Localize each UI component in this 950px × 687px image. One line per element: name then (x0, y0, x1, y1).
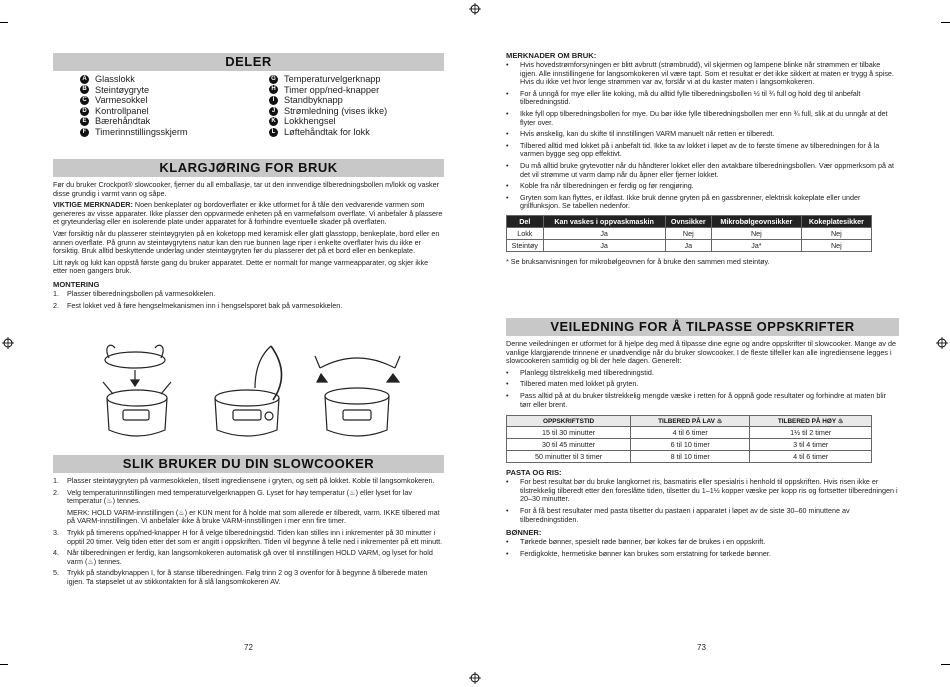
part-item (80, 85, 255, 96)
bullet-text: Koble fra når tilberedningen er ferdig og før rengjøring. (520, 181, 694, 191)
list-item (506, 392, 899, 409)
table-cell: 4 til 6 timer (750, 451, 872, 463)
bullet-text: Planlegg tilstrekkelig med tilberedningstid. (520, 367, 654, 377)
table-cell: Ja* (712, 239, 802, 251)
montering-list (53, 290, 444, 310)
part-badge: E (80, 117, 89, 126)
part-badge: F (80, 128, 89, 137)
bullet-text: Pass alltid på at du bruker tilstrekkelig mengde væske i retten for å oppnå gode resultater og forhindre at maten blir tørr eller brent. (520, 390, 886, 409)
bullet-icon: • (506, 160, 509, 170)
montering-heading: MONTERING (53, 279, 100, 289)
step-text: Trykk på standbyknappen I, for å stanse tilberedningen. Følg trinn 2 og 3 ovenfor for å begynne å tilberede maten igjen. Ta støpselet ut av stikkontakten for å slå langsomkokeren AV. (67, 568, 428, 586)
part-item (80, 127, 255, 138)
bullet-text: Hvis ønskelig, kan du skifte til innstillingen VARM manuelt når retten er tilberedt. (520, 129, 775, 139)
list-item (506, 162, 899, 179)
part-badge: I (269, 96, 278, 105)
step-number: 2. (53, 487, 59, 497)
bullet-text: Tilbered alltid med lokket på i anbefalt tid. Ikke ta av lokket i løpet av de to første timene av tilberedningen for å la varmen bygge seg opp effektivt. (520, 140, 880, 159)
part-item (80, 116, 255, 127)
table-cell: Ja (543, 227, 665, 239)
table-row (507, 227, 872, 239)
right-page (475, 0, 950, 687)
table-row (507, 427, 872, 439)
list-item (506, 90, 899, 107)
bullet-text: Hvis hovedstrømforsyningen er blitt avbrutt (strømbrudd), vil skjermen og lampene blinke når strømmen er tilbake igjen. Alle innstillingene for langsomkokeren vil være tapt. Som et resultat er det ikke sikkert at maten er trygg å spise. Hvis du ikke vet hvor lenge strømmen var av, forslår vi at du kaster maten i langsomkokeren. (520, 60, 894, 87)
table-cell: Nej (801, 239, 871, 251)
table-row (507, 451, 872, 463)
list-item (53, 477, 444, 486)
bullet-text: For å få best resultater med pasta tilsetter du pastaen i apparatet i løpet av de siste 30–60 minuttene av tilberedningstiden. (520, 505, 850, 524)
part-badge: J (269, 107, 278, 116)
prep-paragraph-2 (53, 201, 444, 227)
list-item (53, 529, 444, 546)
table-footnote: * Se bruksanvisningen for mikrobølgeovnen for å bruke den sammen med steintøy. (506, 256, 770, 266)
table-header: Mikrobølgeovnsikker (712, 215, 802, 227)
list-item (506, 550, 899, 559)
list-item (506, 507, 899, 524)
part-item (269, 116, 444, 127)
table-cell: Steintøy (507, 239, 544, 251)
bullet-icon: • (506, 181, 509, 191)
list-item (506, 61, 899, 87)
part-badge: D (80, 107, 89, 116)
part-badge: L (269, 128, 278, 137)
usage-heading: SLIK BRUKER DU DIN SLOWCOOKER (53, 455, 444, 473)
bullet-icon: • (506, 548, 509, 558)
bullet-text: Gryten som kan flyttes, er ildfast. Ikke bruk denne gryten på en gassbrenner, elektrisk kokeplate eller under grillfunksjon. Se tabellen nedenfor. (520, 192, 861, 211)
guide-list (506, 369, 899, 409)
step-number: 3. (53, 527, 59, 537)
parts-list (53, 74, 444, 138)
bullet-text: Tørkede bønner, spesielt røde bønner, bør kokes før de brukes i en oppskrift. (520, 537, 766, 547)
step-text: Trykk på timerens opp/ned-knapper H for å velge tilberedningstid. Tiden kan stilles inn i inkrementer på 30 minutter i opptil 20 timer. Velg tiden etter det som er angitt i oppskriften. Tiden vil begynne å telle ned i inkrementer på ett minutt. (67, 527, 443, 546)
bullet-icon: • (506, 379, 509, 389)
step-text: MERK: HOLD VARM-innstillingen (♨) er KUN ment for å holde mat som allerede er tilberedt, varm. IKKE tilbered mat på VARM-innstillingen. Vi anbefaler ikke å bruke VARM-innstillingen i mer enn fire timer. (67, 507, 440, 526)
part-badge: B (80, 85, 89, 94)
table-row (507, 439, 872, 451)
step-number: 2. (53, 300, 59, 310)
part-badge: H (269, 85, 278, 94)
part-label: Løftehåndtak for lokk (284, 126, 370, 137)
table-cell: 6 til 10 timer (631, 439, 750, 451)
beans-list (506, 538, 899, 558)
table-cell: 4 til 6 timer (631, 427, 750, 439)
part-label: Kontrollpanel (95, 105, 149, 116)
table-cell: 15 til 30 minutter (507, 427, 631, 439)
part-label: Timer opp/ned-knapper (284, 84, 380, 95)
table-cell: Ja (543, 239, 665, 251)
part-item (80, 74, 255, 85)
part-badge: K (269, 117, 278, 126)
part-badge: G (269, 75, 278, 84)
bullet-text: For å unngå for mye eller lite koking, må du alltid fylle tilberedningsbollen ½ til ¾ full og hold deg til anbefalt tilberedningstid. (520, 88, 861, 107)
bullet-text: Tilbered maten med lokket på gryten. (520, 379, 639, 389)
pot-lowering-figure (103, 345, 171, 436)
bullet-icon: • (506, 367, 509, 377)
list-item (506, 110, 899, 127)
table-header: Kokeplatesikker (801, 215, 871, 227)
prep-paragraph-4: Litt røyk og lukt kan oppstå første gang du bruker apparatet. Dette er normalt for mange varmeapparater, og skjer ikke etter noen gangers bruk. (53, 257, 429, 276)
table-header: OPPSKRIFTSTID (507, 416, 631, 427)
step-number: 1. (53, 288, 59, 298)
bullet-text: For best resultat bør du bruke langkornet ris, basmatiris eller spesialris i henhold til oppskriften. Hvis risen ikke er tilstrekkelig tilberedt etter den foreslåtte tiden, tilsetter du 1–1½ kopper væske per kopp ris og fortsetter tilberedningen i 20–30 minutter. (520, 477, 898, 504)
parts-column-left (80, 74, 255, 138)
bullet-icon: • (506, 192, 509, 202)
part-label: Varmesokkel (95, 95, 148, 106)
cooking-time-table (506, 415, 872, 463)
step-text: Når tilberedningen er ferdig, kan langsomkokeren automatisk gå over til innstillingen HOLD VARM, og lyset for hold varm (♨) tennes. (67, 548, 433, 566)
slowcooker-figure (215, 346, 282, 436)
table-header: Del (507, 215, 544, 227)
table-cell: Nej (665, 227, 711, 239)
part-label: Lokkhengsel (284, 116, 336, 127)
part-item (80, 95, 255, 106)
step-text: Fest lokket ved å føre hengselmekanismen inn i hengselsporet bak på varmesokkelen. (67, 300, 343, 310)
bullet-icon: • (506, 537, 509, 547)
important-note-label: VIKTIGE MERKNADER: (53, 200, 133, 210)
part-label: Steintøygryte (95, 84, 150, 95)
bullet-icon: • (506, 505, 509, 515)
list-item (53, 569, 444, 586)
notes-heading: MERKNADER OM BRUK: (506, 51, 597, 60)
part-item (269, 74, 444, 85)
usage-steps (53, 477, 444, 587)
bullet-icon: • (506, 140, 509, 150)
table-cell: Nej (801, 227, 871, 239)
prep-heading: KLARGJØRING FOR BRUK (53, 159, 444, 177)
parts-column-right (255, 74, 444, 138)
bullet-icon: • (506, 108, 509, 118)
list-item (506, 182, 899, 191)
guide-heading: VEILEDNING FOR Å TILPASSE OPPSKRIFTER (506, 318, 899, 336)
bullet-text: Du må alltid bruke grytevotter når du håndterer lokket eller den avtakbare tilberedningsbollen. Vær oppmerksom på at det vil strømme ut varm damp når du åpner eller fjerner lokket. (520, 160, 894, 179)
table-header: Ovnsikker (665, 215, 711, 227)
list-item (506, 194, 899, 211)
part-item (269, 127, 444, 138)
part-label: Temperaturvelgerknapp (284, 74, 381, 84)
step-text: Plasser tilberedningsbollen på varmesokkelen. (67, 288, 216, 298)
list-item (506, 142, 899, 159)
part-badge: A (80, 75, 89, 84)
beans-heading: BØNNER: (506, 528, 542, 538)
important-note-text: Noen benkeplater og bordoverflater er ikke utformet for å tåle den vedvarende varmen som genereres av visse apparater. Ikke plasser den oppvarmede enheten på en varmefølsom overflate. Vi anbefaler å plassere et gryteunderlag eller en isolerende plate under apparatet for å forhindre eventuelle skader på overflaten. (53, 200, 443, 227)
step-text: Velg temperaturinnstillingen med temperaturvelgerknappen G. Lyset for høy temperatur (♨) eller lyset for lav temperatur (♨) tennes. (67, 487, 412, 506)
bullet-icon: • (506, 129, 509, 139)
step-number: 4. (53, 548, 59, 558)
page-number: 72 (244, 643, 253, 652)
guide-paragraph: Denne veiledningen er utformet for å hjelpe deg med å tilpasse dine egne og andre oppskrifter til slowcooker. Mange av de vanlige klargjørende trinnene er unødvendige når du bruker slowcooker. I de fleste tilfeller kan alle ingrediensene legges i slowcookeren samtidig og bli der hele dagen. Generelt: (506, 339, 896, 366)
part-item (269, 106, 444, 117)
table-cell: 50 minutter til 3 timer (507, 451, 631, 463)
part-item (80, 106, 255, 117)
part-badge: C (80, 96, 89, 105)
dishwasher-table (506, 215, 872, 252)
deler-heading: DELER (53, 53, 444, 71)
list-item (53, 509, 444, 526)
prep-paragraph-3: Vær forsiktig når du plasserer steintøygryten på en koketopp med keramisk eller glatt glasstopp, benkeplate, bord eller en annen overflate. På grunn av steintøygrytens natur kan den ruе bunnen lage riper i enkelte overflater hvis du ikke er forsiktig. Bruk alltid beskyttende underlag under steintøygryten før du plasserer det på et bord eller en benkeplate. (53, 228, 440, 256)
bullet-text: Ferdigkokte, hermetiske bønner kan brukes som erstatning for tørkede bønner. (520, 548, 771, 558)
table-header: Kan vaskes i oppvaskmaskin (543, 215, 665, 227)
table-header: TILBERED PÅ LAV ♨ (631, 416, 750, 427)
list-item (53, 302, 444, 311)
prep-paragraph-1: Før du bruker Crockpot® slowcooker, fjerner du all emballasje, tar ut den innvendige tilberedningsbollen m/lokk og vasker disse grundig i varmt vann og såpe. (53, 180, 440, 198)
lid-attach-figure (315, 356, 400, 436)
part-label: Glasslokk (95, 74, 135, 84)
part-label: Timerinnstillingsskjerm (95, 126, 188, 137)
table-cell: Nej (712, 227, 802, 239)
list-item (506, 380, 899, 389)
bullet-icon: • (506, 60, 509, 69)
pasta-heading: PASTA OG RIS: (506, 468, 562, 478)
list-item (506, 478, 899, 504)
table-cell: 3 til 4 timer (750, 439, 872, 451)
list-item (506, 130, 899, 139)
list-item (53, 290, 444, 299)
step-number: 5. (53, 568, 59, 578)
table-cell: 1½ til 2 timer (750, 427, 872, 439)
step-number: 1. (53, 476, 59, 485)
bullet-text: Ikke fyll opp tilberedningsbollen for mye. Du bør ikke fylle tilberedningsbollen mer enn ¾ full, slik at du unngår at det flyter over. (520, 108, 888, 127)
part-label: Bærehåndtak (95, 116, 151, 127)
table-cell: Ja (665, 239, 711, 251)
pasta-list (506, 478, 899, 524)
table-header: TILBERED PÅ HØY ♨ (750, 416, 872, 427)
list-item (506, 369, 899, 378)
assembly-illustration (95, 338, 405, 442)
notes-list (506, 61, 899, 211)
list-item (506, 538, 899, 547)
part-label: Strømledning (vises ikke) (284, 105, 388, 116)
page-number: 73 (697, 643, 706, 652)
part-item (269, 85, 444, 96)
list-item (53, 549, 444, 566)
table-row (507, 239, 872, 251)
part-item (269, 95, 444, 106)
table-cell: 30 til 45 minutter (507, 439, 631, 451)
table-cell: 8 til 10 timer (631, 451, 750, 463)
bullet-icon: • (506, 88, 509, 98)
bullet-icon: • (506, 390, 509, 400)
list-item (53, 489, 444, 506)
step-text: Plasser steintøygryten på varmesokkelen, tilsett ingrediensene i gryten, og sett på lokket. Koble til langsomkokeren. (67, 476, 435, 485)
part-label: Standbyknapp (284, 95, 343, 106)
bullet-icon: • (506, 477, 509, 487)
table-cell: Lokk (507, 227, 544, 239)
